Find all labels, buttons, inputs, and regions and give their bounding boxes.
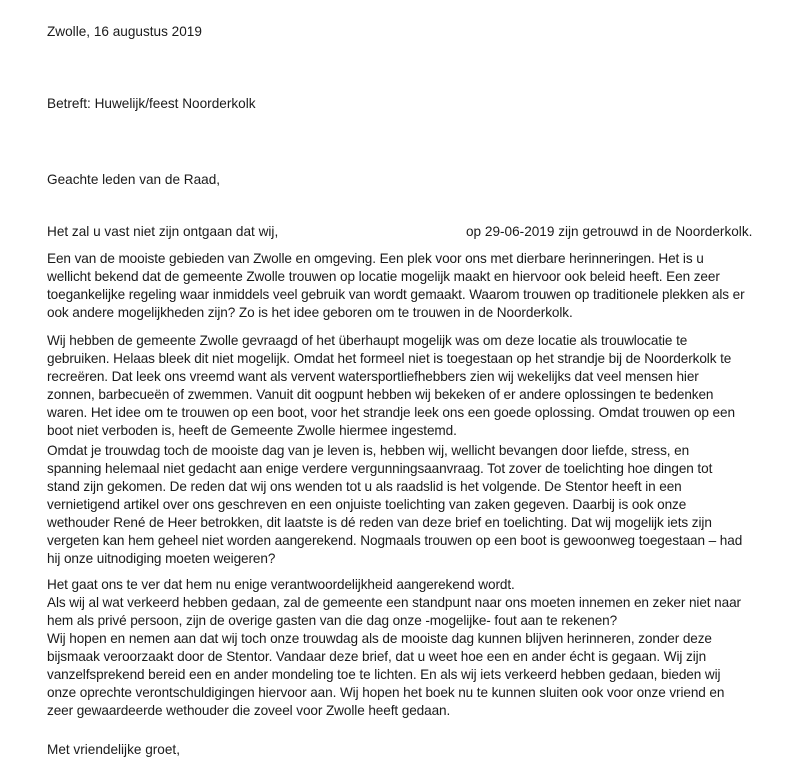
letter-date: Zwolle, 16 augustus 2019 xyxy=(47,24,202,39)
paragraph-location xyxy=(47,250,777,322)
paragraph-line: vanzelfsprekend bereid een en ander mondeling toe te lichten. En als wij iets verkeerd hebben gedaan, bieden wij xyxy=(47,667,721,682)
paragraph-line: ook andere mogelijkheden zijn? Zo is het idee geboren om te trouwen in de Noorderkolk. xyxy=(47,305,573,320)
paragraph-line: Wij hopen en nemen aan dat wij toch onze trouwdag als de mooiste dag kunnen blijven herinneren, zonder deze xyxy=(47,631,712,646)
paragraph-line: waren. Het idee om te trouwen op een boot, voor het strandje leek ons een goede oplossing. Omdat trouwen op een xyxy=(47,405,735,420)
paragraph-line: boot niet verboden is, heeft de Gemeente Zwolle hiermee ingestemd. xyxy=(47,423,457,438)
paragraph-line: recreëren. Dat leek ons vreemd want als vervent watersportliefhebbers zien wij wekelijks dat veel mensen hier xyxy=(47,369,699,384)
paragraph-line: toegankelijke regeling waar inmiddels veel gebruik van wordt gemaakt. Waarom trouwen op traditionele plekken als er xyxy=(47,287,745,302)
paragraph-line: gebruiken. Helaas bleek dit niet mogelijk. Omdat het formeel niet is toegestaan op het strandje bij de Noorderkolk te xyxy=(47,351,732,366)
paragraph-line: spanning helemaal niet gedacht aan enige verdere vergunningsaanvraag. Tot zover de toelichting hoe dingen tot xyxy=(47,461,713,476)
paragraph-line: bijsmaak veroorzaakt door de Stentor. Vandaar deze brief, dat u weet hoe een en ander écht is gegaan. Wij zijn xyxy=(47,649,707,664)
paragraph-line: vernietigend artikel over ons geschreven en een onjuiste toelichting van zaken gegeven. Daarbij is ook onze xyxy=(47,497,687,512)
paragraph-conclusion xyxy=(47,630,777,720)
paragraph-line: zeer gewaardeerde wethouder die zoveel voor Zwolle heeft gedaan. xyxy=(47,703,451,718)
paragraph-line: onze oprechte verontschuldigingen hiervoor aan. Wij hopen het boek nu te kunnen sluiten ook voor onze vriend en xyxy=(47,685,725,700)
paragraph-line: Het gaat ons te ver dat hem nu enige verantwoordelijkheid aangerekend wordt. xyxy=(47,577,515,592)
letter-closing: Met vriendelijke groet, xyxy=(47,742,180,757)
paragraph-responsibility xyxy=(47,576,777,630)
paragraph-line: Een van de mooiste gebieden van Zwolle en omgeving. Een plek voor ons met dierbare herinneringen. Het is u xyxy=(47,251,704,266)
paragraph-line: Wij hebben de gemeente Zwolle gevraagd of het überhaupt mogelijk was om deze locatie als trouwlocatie te xyxy=(47,333,688,348)
paragraph-line: wethouder René de Heer betrokken, dit laatste is dé reden van deze brief en toelichting. Dat wij mogelijk iets zijn xyxy=(47,515,712,530)
letter-subject: Betreft: Huwelijk/feest Noorderkolk xyxy=(47,96,256,111)
intro-text-right: op 29-06-2019 zijn getrouwd in de Noorderkolk. xyxy=(466,224,753,239)
paragraph-line: zonnen, barbecueën of zwemmen. Vanuit dit oogpunt hebben wij bekeken of er andere oplossingen te bedenken xyxy=(47,387,714,402)
paragraph-line: hij onze uitnodiging moeten weigeren? xyxy=(47,551,276,566)
letter-salutation: Geachte leden van de Raad, xyxy=(47,172,221,187)
paragraph-line: hem als privé persoon, zijn de overige gasten van die dag onze -mogelijke- fout aan te rekenen? xyxy=(47,613,618,628)
paragraph-line: Omdat je trouwdag toch de mooiste dag van je leven is, hebben wij, wellicht bevangen door liefde, stress, en xyxy=(47,443,690,458)
intro-text-left: Het zal u vast niet zijn ontgaan dat wij, xyxy=(47,224,279,239)
paragraph-line: vergeten kan hem geheel niet worden aangerekend. Nogmaals trouwen op een boot is gewoonweg toegestaan – had xyxy=(47,533,743,548)
paragraph-line: stand zijn gekomen. De reden dat wij ons wenden tot u als raadslid is het volgende. De Stentor heeft in een xyxy=(47,479,682,494)
paragraph-municipality xyxy=(47,332,777,440)
paragraph-line: Als wij al wat verkeerd hebben gedaan, zal de gemeente een standpunt naar ons moeten innemen en zeker niet naar xyxy=(47,595,741,610)
paragraph-line: wellicht bekend dat de gemeente Zwolle trouwen op locatie mogelijk maakt en hiervoor ook beleid heeft. Een zeer xyxy=(47,269,720,284)
paragraph-stentor xyxy=(47,442,777,568)
